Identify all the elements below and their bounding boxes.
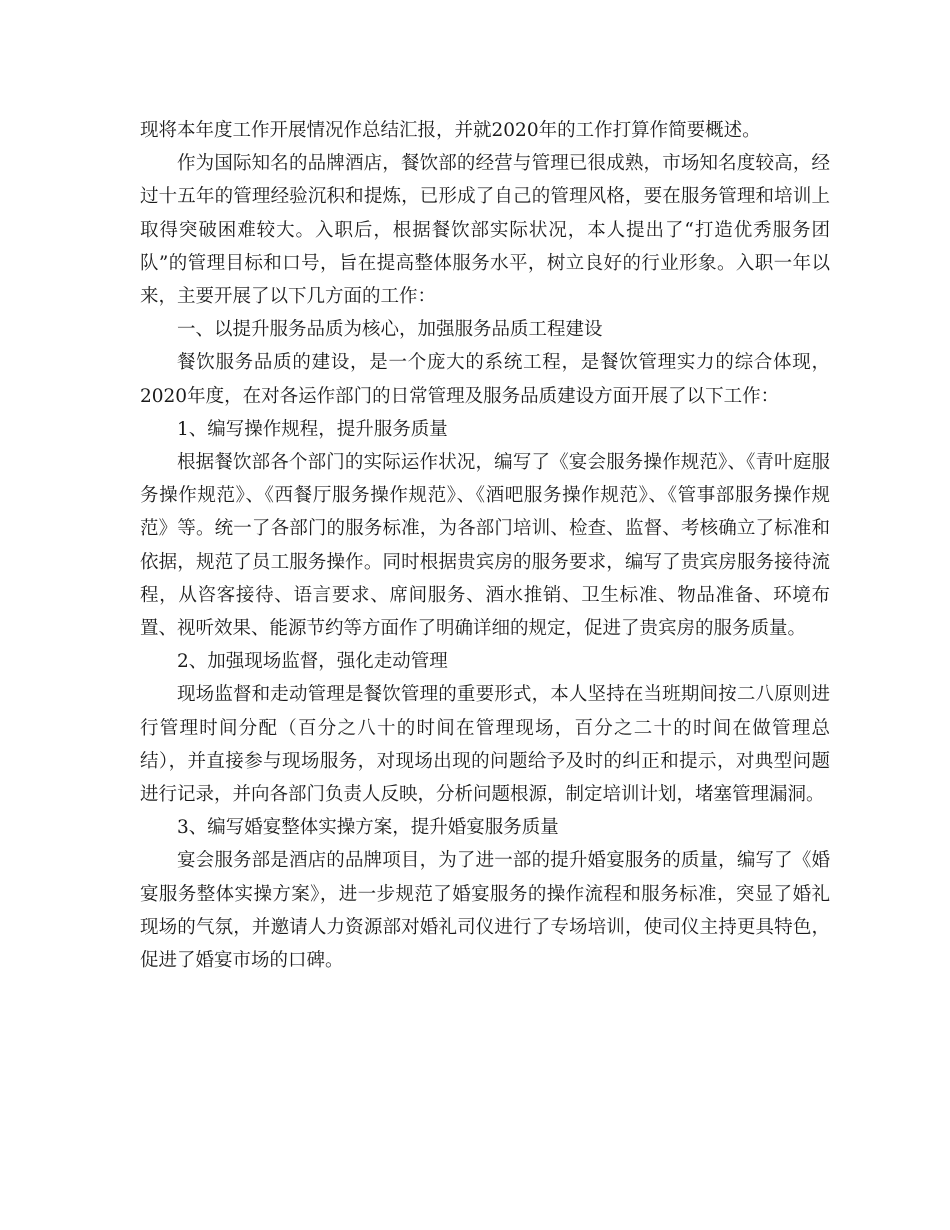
paragraph-wedding-plan: 宴会服务部是酒店的品牌项目，为了进一部的提升婚宴服务的质量，编写了《婚宴服务整体实操方案》，进一步规范了婚宴服务的操作流程和服务标准，突显了婚礼现场的气氛，并邀请人力资源部对婚礼司仪进行了专场培训，使司仪主持更具特色，促进了婚宴市场的口碑。 (140, 850, 830, 972)
subheading-1: 1、编写操作规程，提升服务质量 (177, 418, 448, 440)
document-body (140, 114, 830, 977)
subheading-3: 3、编写婚宴整体实操方案，提升婚宴服务质量 (177, 817, 559, 839)
paragraph-intro: 现将本年度工作开展情况作总结汇报，并就2020年的工作打算作简要概述。 (140, 120, 761, 141)
paragraph-quality-intro: 餐饮服务品质的建设，是一个庞大的系统工程，是餐饮管理实力的综合体现，2020年度，在对各运作部门的日常管理及服务品质建设方面开展了以下工作： (140, 352, 830, 407)
section-heading-1: 一、以提升服务品质为核心，加强服务品质工程建设 (177, 319, 603, 341)
paragraph-overview: 作为国际知名的品牌酒店，餐饮部的经营与管理已很成熟，市场知名度较高，经过十五年的管理经验沉积和提炼，已形成了自己的管理风格，要在服务管理和培训上取得突破困难较大。入职后，根据餐饮部实际状况，本人提出了“打造优秀服务团队”的管理目标和口号，旨在提高整体服务水平，树立良好的行业形象。入职一年以来，主要开展了以下几方面的工作： (140, 153, 830, 308)
paragraph-onsite-supervision: 现场监督和走动管理是餐饮管理的重要形式，本人坚持在当班期间按二八原则进行管理时间分配（百分之八十的时间在管理现场，百分之二十的时间在做管理总结），并直接参与现场服务，对现场出现的问题给予及时的纠正和提示，对典型问题进行记录，并向各部门负责人反映，分析问题根源，制定培训计划，堵塞管理漏洞。 (140, 684, 830, 806)
paragraph-operating-rules: 根据餐饮部各个部门的实际运作状况，编写了《宴会服务操作规范》、《青叶庭服务操作规范》、《西餐厅服务操作规范》、《酒吧服务操作规范》、《管事部服务操作规范》等。统一了各部门的服务标准，为各部门培训、检查、监督、考核确立了标准和依据，规范了员工服务操作。同时根据贵宾房的服务要求，编写了贵宾房服务接待流程，从咨客接待、语言要求、席间服务、酒水推销、卫生标准、物品准备、环境布置、视听效果、能源节约等方面作了明确详细的规定，促进了贵宾房的服务质量。 (140, 452, 830, 640)
subheading-2: 2、加强现场监督，强化走动管理 (177, 651, 448, 673)
